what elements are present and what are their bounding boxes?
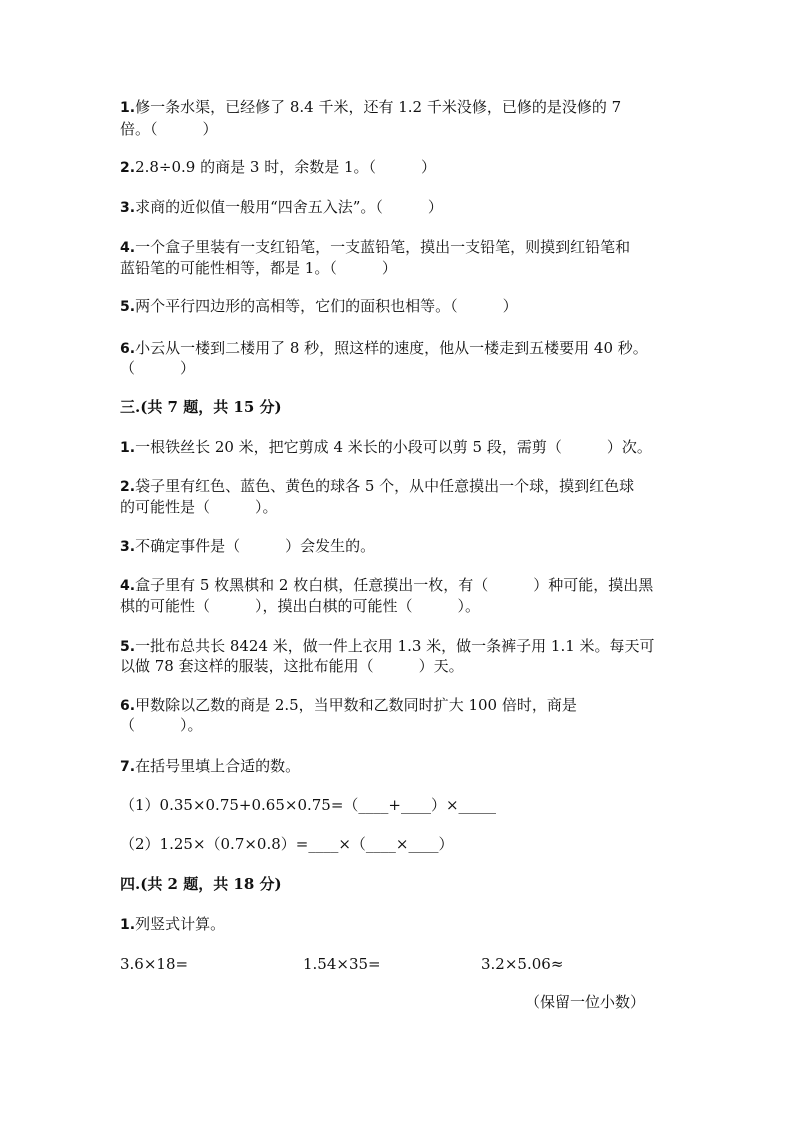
q3-4-line2: 棋的可能性（ ），摸出白棋的可能性（ ）。 [120, 597, 481, 615]
q2-1-line2: 倍。（ ） [120, 120, 218, 138]
q3-6-line1: 6.甲数除以乙数的商是 2.5，当甲数和乙数同时扩大 100 倍时，商是 [120, 696, 577, 714]
q2-3: 3.求商的近似值一般用“四舍五入法”。（ ） [120, 198, 443, 216]
q4-1: 1.列竖式计算。 [120, 915, 226, 933]
q3-6-line2: （ ）。 [120, 716, 203, 734]
q3-1: 1.一根铁丝长 20 米，把它剪成 4 米长的小段可以剪 5 段，需剪（ ）次。 [120, 438, 652, 456]
part3-heading: 三.(共 7 题，共 15 分) [120, 398, 282, 416]
q2-6-line2: （ ） [120, 359, 196, 377]
q3-2-line1: 2.袋子里有红色、蓝色、黄色的球各 5 个，从中任意摸出一个球，摸到红色球 [120, 477, 635, 495]
q2-5: 5.两个平行四边形的高相等，它们的面积也相等。（ ） [120, 297, 518, 315]
q3-4-line1: 4.盒子里有 5 枚黑棋和 2 枚白棋，任意摸出一枚，有（ ）种可能，摸出黑 [120, 576, 654, 594]
fill-line-1: （1）0.35×0.75+0.65×0.75=（____+____）×_____ [120, 796, 497, 814]
calc-note: （保留一位小数） [525, 993, 646, 1011]
q3-5-line2: 以做 78 套这样的服装，这批布能用（ ）天。 [120, 657, 464, 675]
q3-3: 3.不确定事件是（ ）会发生的。 [120, 537, 376, 555]
q2-4-line2: 蓝铅笔的可能性相等，都是 1。（ ） [120, 259, 397, 277]
q2-2: 2.2.8÷0.9 的商是 3 时，余数是 1。（ ） [120, 158, 437, 176]
q3-7: 7.在括号里填上合适的数。 [120, 757, 301, 775]
calc-expression-1: 3.6×18= [120, 955, 189, 973]
part4-heading: 四.(共 2 题，共 18 分) [120, 875, 282, 893]
calc-expression-2: 1.54×35= [303, 955, 381, 973]
q2-4-line1: 4.一个盒子里装有一支红铅笔，一支蓝铅笔，摸出一支铅笔，则摸到红铅笔和 [120, 238, 631, 256]
q2-1-line1: 1.修一条水渠，已经修了 8.4 千米，还有 1.2 千米没修，已修的是没修的 7 [120, 98, 622, 116]
q2-6-line1: 6.小云从一楼到二楼用了 8 秒，照这样的速度，他从一楼走到五楼要用 40 秒。 [120, 339, 648, 357]
q3-5-line1: 5.一批布总共长 8424 米，做一件上衣用 1.3 米，做一条裤子用 1.1 米。每天可 [120, 637, 655, 655]
q3-2-line2: 的可能性是（ ）。 [120, 498, 278, 516]
fill-line-2: （2）1.25×（0.7×0.8）=____×（____×____） [120, 835, 454, 853]
calc-expression-3: 3.2×5.06≈ [481, 955, 564, 973]
